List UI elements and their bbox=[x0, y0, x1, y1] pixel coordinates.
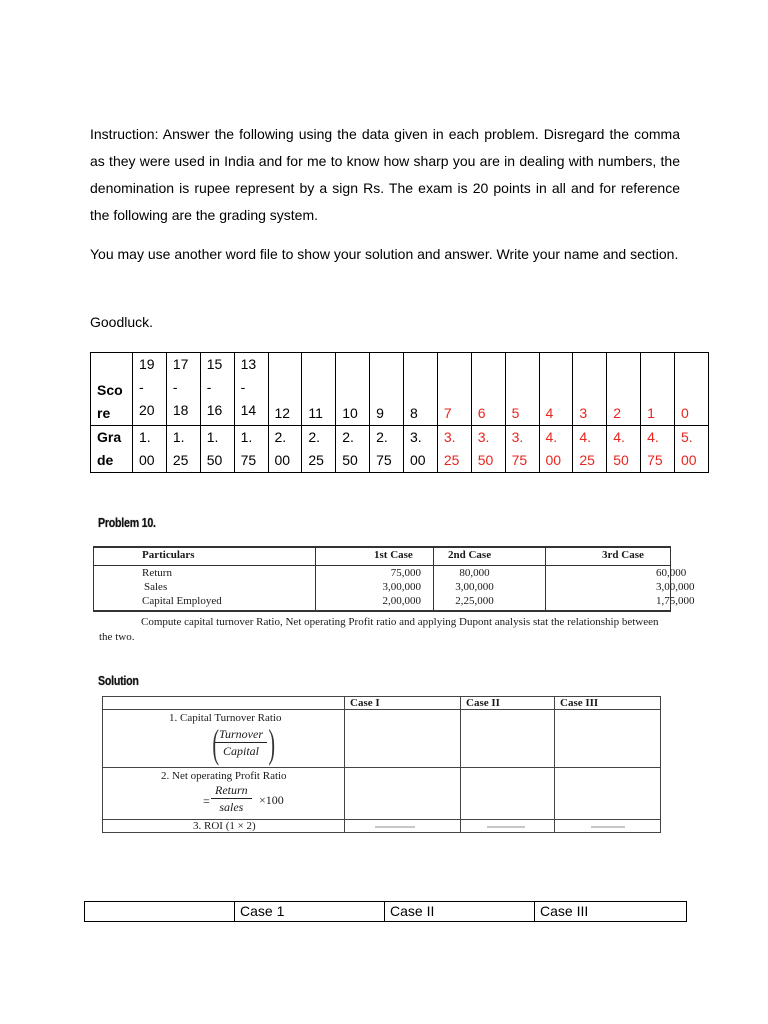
answer-header-blank bbox=[85, 902, 235, 922]
solution-row-capital-turnover bbox=[103, 710, 661, 768]
faded-mark bbox=[375, 826, 415, 828]
score-cell: 0 bbox=[675, 353, 709, 426]
grading-table bbox=[90, 352, 709, 473]
grade-cell: 2. 25 bbox=[302, 426, 336, 473]
capital-turnover-label: 1. Capital Turnover Ratio bbox=[169, 712, 282, 724]
solution-header-blank bbox=[103, 697, 345, 710]
case1-capital: 2,00,000 bbox=[382, 595, 421, 607]
score-cell: 5 bbox=[505, 353, 539, 426]
case2-sales: 3,00,000 bbox=[455, 581, 494, 593]
case2-profit-answer bbox=[461, 768, 555, 820]
equals-sign: = bbox=[203, 794, 210, 808]
problem-header-case3: 3rd Case bbox=[546, 547, 671, 566]
answer-table bbox=[84, 901, 687, 922]
case3-values bbox=[546, 566, 695, 612]
score-cell: 3 bbox=[573, 353, 607, 426]
grade-cell: 4. 50 bbox=[607, 426, 641, 473]
solution-row-roi bbox=[103, 820, 661, 833]
problem-body-row bbox=[94, 566, 671, 612]
grade-cell: 1. 25 bbox=[166, 426, 200, 473]
fraction-denominator: Capital bbox=[223, 744, 260, 758]
grade-cell: 4. 00 bbox=[539, 426, 573, 473]
label-sales: Sales bbox=[144, 581, 168, 593]
case2-return: 80,000 bbox=[459, 567, 490, 579]
goodluck-text: Goodluck. bbox=[90, 314, 154, 330]
case1-sales: 3,00,000 bbox=[382, 581, 421, 593]
grade-cell: 3. 50 bbox=[471, 426, 505, 473]
multiplier: ×100 bbox=[259, 793, 284, 807]
case3-profit-answer bbox=[555, 768, 661, 820]
solution-header-row bbox=[103, 697, 661, 710]
problem-task: Compute capital turnover Ratio, Net operating Profit ratio and applying Dupont analysis stat the relationship between the two. bbox=[99, 616, 659, 643]
fraction-numerator-return: Return bbox=[211, 782, 252, 799]
roi-cell bbox=[103, 820, 345, 833]
grade-row bbox=[91, 426, 709, 473]
solution-header-case1: Case I bbox=[345, 697, 461, 710]
case1-roi-answer bbox=[345, 820, 461, 833]
score-cell: 4 bbox=[539, 353, 573, 426]
faded-mark bbox=[591, 826, 625, 828]
grade-cell: 3. 25 bbox=[437, 426, 471, 473]
problem-labels bbox=[94, 566, 316, 612]
right-paren-icon: ) bbox=[268, 721, 275, 766]
case1-return: 75,000 bbox=[390, 567, 421, 579]
score-cell: 7 bbox=[437, 353, 471, 426]
turnover-capital-fraction bbox=[215, 726, 267, 759]
case3-roi-answer bbox=[555, 820, 661, 833]
grade-cell: 4. 25 bbox=[573, 426, 607, 473]
case2-values bbox=[434, 566, 546, 612]
capital-turnover-cell bbox=[103, 710, 345, 768]
grade-cell: 5. 00 bbox=[675, 426, 709, 473]
roi-label: 3. ROI (1 × 2) bbox=[193, 820, 256, 832]
faded-mark bbox=[487, 826, 525, 828]
case3-turnover-answer bbox=[555, 710, 661, 768]
fraction-numerator: Turnover bbox=[215, 726, 267, 743]
problem-header-case1: 1st Case bbox=[316, 547, 434, 566]
case1-values bbox=[316, 566, 434, 612]
grade-cell: 1. 00 bbox=[133, 426, 167, 473]
score-row bbox=[91, 353, 709, 426]
fraction-denominator-sales: sales bbox=[219, 800, 244, 814]
problem-table bbox=[93, 546, 695, 612]
score-cell: 6 bbox=[471, 353, 505, 426]
case3-sales: 3,00,000 bbox=[656, 581, 695, 593]
score-cell: 19 - 20 bbox=[133, 353, 167, 426]
score-label: Sco re bbox=[91, 353, 133, 426]
score-cell: 10 bbox=[336, 353, 370, 426]
grade-cell: 2. 50 bbox=[336, 426, 370, 473]
grade-cell: 3. 75 bbox=[505, 426, 539, 473]
case2-roi-answer bbox=[461, 820, 555, 833]
score-cell: 1 bbox=[641, 353, 675, 426]
score-cell: 9 bbox=[370, 353, 404, 426]
score-cell: 8 bbox=[404, 353, 438, 426]
profit-ratio-label: 2. Net operating Profit Ratio bbox=[161, 770, 287, 782]
profit-ratio-cell bbox=[103, 768, 345, 820]
score-cell: 2 bbox=[607, 353, 641, 426]
score-cell: 12 bbox=[268, 353, 302, 426]
left-paren-icon: ( bbox=[212, 721, 219, 766]
grade-cell: 2. 00 bbox=[268, 426, 302, 473]
problem-header-particulars: Particulars bbox=[94, 547, 316, 566]
score-cell: 15 - 16 bbox=[200, 353, 234, 426]
case3-return: 60,000 bbox=[656, 567, 687, 579]
problem-header-case2: 2nd Case bbox=[434, 547, 546, 566]
score-cell: 13 - 14 bbox=[234, 353, 268, 426]
solution-header-case2: Case II bbox=[461, 697, 555, 710]
grade-cell: 1. 50 bbox=[200, 426, 234, 473]
case1-profit-answer bbox=[345, 768, 461, 820]
grade-label: Gra de bbox=[91, 426, 133, 473]
answer-header-case3: Case III bbox=[535, 902, 687, 922]
label-return: Return bbox=[142, 567, 172, 579]
grade-cell: 3. 00 bbox=[404, 426, 438, 473]
problem-header-row bbox=[94, 547, 671, 566]
case2-capital: 2,25,000 bbox=[455, 595, 494, 607]
score-cell: 17 - 18 bbox=[166, 353, 200, 426]
answer-header-row bbox=[85, 902, 687, 922]
return-sales-fraction bbox=[211, 782, 252, 815]
solution-title: Solution bbox=[98, 673, 139, 688]
instruction-paragraph: Instruction: Answer the following using the data given in each problem. Disregard the comma as they were used in India and for me to know how sharp you are in dealing with numbers, the denomination is rupee represent by a sign Rs. The exam is 20 points in all and for reference the following are the grading system. bbox=[90, 126, 680, 223]
grade-cell: 4. 75 bbox=[641, 426, 675, 473]
score-cell: 11 bbox=[302, 353, 336, 426]
label-capital-employed: Capital Employed bbox=[142, 595, 222, 607]
case2-turnover-answer bbox=[461, 710, 555, 768]
case3-capital: 1,75,000 bbox=[656, 595, 695, 607]
grade-cell: 2. 75 bbox=[370, 426, 404, 473]
solution-row-profit-ratio bbox=[103, 768, 661, 820]
grade-cell: 1. 75 bbox=[234, 426, 268, 473]
problem-title: Problem 10. bbox=[98, 515, 156, 530]
solution-header-case3: Case III bbox=[555, 697, 661, 710]
answer-header-case2: Case II bbox=[385, 902, 535, 922]
case1-turnover-answer bbox=[345, 710, 461, 768]
answer-header-case1: Case 1 bbox=[235, 902, 385, 922]
solution-note-paragraph: You may use another word file to show your solution and answer. Write your name and section. bbox=[90, 246, 679, 262]
solution-table bbox=[102, 696, 661, 833]
